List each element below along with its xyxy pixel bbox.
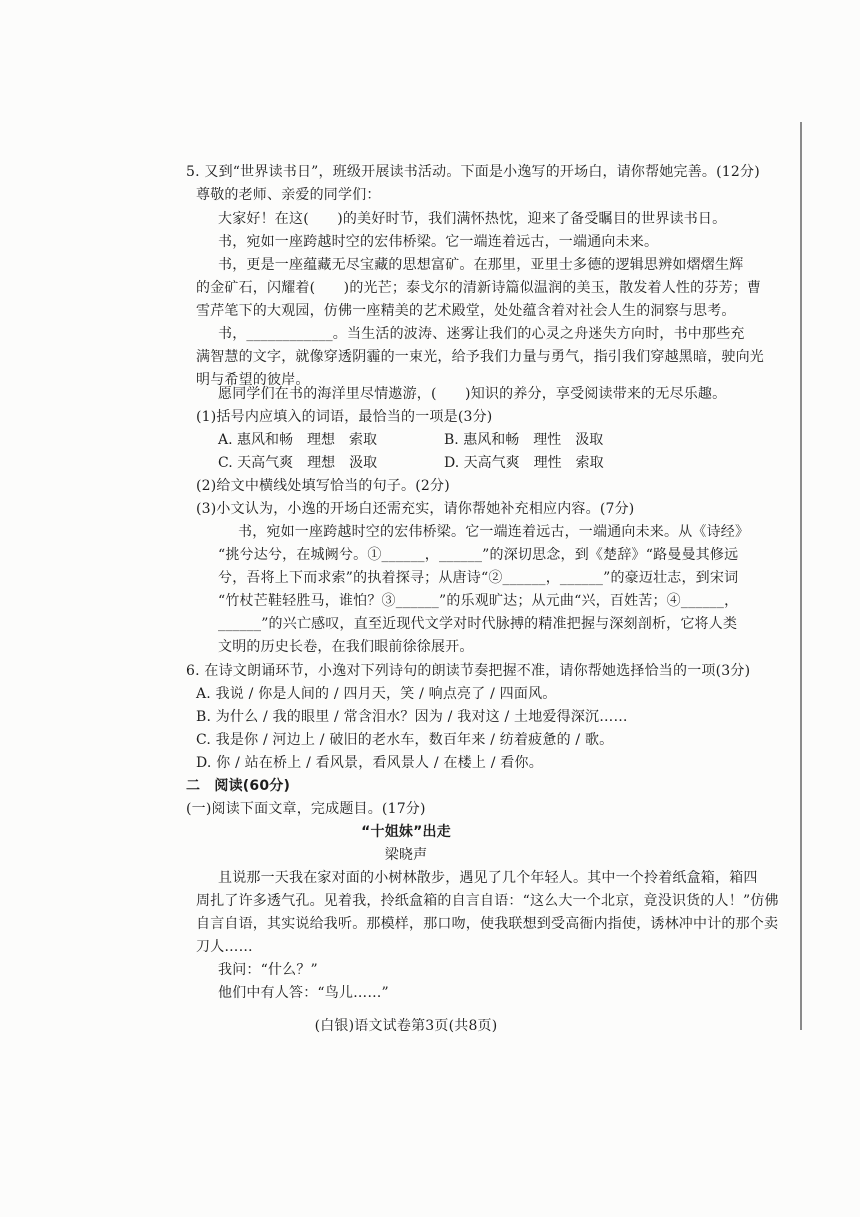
- q5-option-a: A. 惠风和畅 理想 索取: [218, 432, 378, 448]
- article-paragraph-1-line-1: 且说那一天我在家对面的小树林散步，遇见了几个年轻人。其中一个拎着纸盒箱，箱四: [218, 870, 758, 886]
- q5-sub-question-2: (2)给文中横线处填写恰当的句子。(2分): [196, 478, 450, 494]
- article-paragraph-1-line-3: 自言自语，其实说给我听。那模样，那口吻，使我联想到受高衙内指使，诱林冲中计的那个卖: [196, 916, 779, 932]
- q5-sub3-line-1: 书，宛如一座跨越时空的宏伟桥梁。它一端连着远古，一端通向未来。从《诗经》: [238, 524, 750, 540]
- q5-sub-question-3: (3)小文认为，小逸的开场白还需充实，请你帮她补充相应内容。(7分): [196, 501, 635, 517]
- page-binding-edge: [800, 122, 802, 1030]
- q6-title: 6. 在诗文朗诵环节，小逸对下列诗句的朗读节奏把握不准，请你帮她选择恰当的一项(3分): [186, 663, 751, 679]
- q5-sub3-line-3: 兮，吾将上下而求索”的执着探寻；从唐诗“②______，______”的豪迈壮志，到宋词: [218, 570, 739, 586]
- article-paragraph-1-line-4: 刀人……: [196, 939, 253, 955]
- q6-option-d: D. 你 / 站在桥上 / 看风景，看风景人 / 在楼上 / 看你。: [196, 755, 543, 771]
- article-paragraph-3: 他们中有人答：“鸟儿……”: [218, 985, 389, 1001]
- q6-option-b: B. 为什么 / 我的眼里 / 常含泪水？因为 / 我对这 / 土地爱得深沉……: [196, 709, 628, 725]
- q5-paragraph-3-line-2: 的金矿石，闪耀着( )的光芒；泰戈尔的清新诗篇似温润的美玉，散发着人性的芬芳；曹: [196, 280, 762, 296]
- q5-paragraph-2: 书，宛如一座跨越时空的宏伟桥梁。它一端连着远古，一端通向未来。: [218, 234, 659, 250]
- q5-title: 5. 又到“世界读书日”，班级开展读书活动。下面是小逸写的开场白，请你帮她完善。(12分): [186, 164, 760, 180]
- q5-option-d: D. 天高气爽 理性 索取: [444, 455, 604, 471]
- q5-sub3-line-2: “挑兮达兮，在城阙兮。①______，______”的深切思念，到《楚辞》“路曼曼其修远: [218, 547, 739, 563]
- q5-option-c: C. 天高气爽 理想 汲取: [218, 455, 378, 471]
- q5-paragraph-3-line-3: 雪芹笔下的大观园，仿佛一座精美的艺术殿堂，处处蕴含着对社会人生的洞察与思考。: [196, 303, 736, 319]
- article-paragraph-2: 我问：“什么？”: [218, 962, 318, 978]
- q5-paragraph-4-line-2: 满智慧的文字，就像穿透阴霾的一束光，给予我们力量与勇气，指引我们穿越黑暗，驶向光: [196, 349, 764, 365]
- q5-sub3-line-5: ______”的兴亡感叹，直至近现代文学对时代脉搏的精准把握与深刻剖析，它将人类: [218, 616, 738, 632]
- q5-paragraph-1: 大家好！在这( )的美好时节，我们满怀热忱，迎来了备受瞩目的世界读书日。: [218, 211, 727, 227]
- q6-option-a: A. 我说 / 你是人间的 / 四月天，笑 / 响点亮了 / 四面风。: [196, 686, 557, 702]
- q5-sub-question-1: (1)括号内应填入的词语，最恰当的一项是(3分): [196, 409, 493, 425]
- section-2-sub-heading: (一)阅读下面文章，完成题目。(17分): [186, 801, 426, 817]
- q5-sub3-line-6: 文明的历史长卷，在我们眼前徐徐展开。: [218, 639, 474, 655]
- article-paragraph-1-line-2: 周扎了许多透气孔。见着我，拎纸盒箱的自言自语：“这么大一个北京，竟没识货的人！”仿佛: [196, 893, 779, 909]
- section-2-heading: 二 阅读(60分): [186, 778, 291, 794]
- q5-paragraph-3-line-1: 书，更是一座蕴藏无尽宝藏的思想富矿。在那里，亚里士多德的逻辑思辨如熠熠生辉: [218, 257, 744, 273]
- q5-greeting: 尊敬的老师、亲爱的同学们：: [196, 187, 381, 203]
- q6-option-c: C. 我是你 / 河边上 / 破旧的老水车，数百年来 / 纺着疲惫的 / 歌。: [196, 732, 614, 748]
- article-title: “十姐妹”出走: [361, 824, 451, 840]
- q5-option-b: B. 惠风和畅 理性 汲取: [444, 432, 604, 448]
- q5-sub3-line-4: “竹杖芒鞋轻胜马，谁怕？③______”的乐观旷达；从元曲“兴，百姓苦；④______，: [218, 593, 739, 609]
- q5-paragraph-4-line-1: 书，____________。当生活的波涛、迷雾让我们的心灵之舟迷失方向时，书中那些充: [218, 326, 745, 342]
- article-author: 梁晓声: [384, 847, 428, 863]
- q5-paragraph-5: 愿同学们在书的海洋里尽情遨游，( )知识的养分，享受阅读带来的无尽乐趣。: [218, 386, 727, 402]
- page-footer: (白银)语文试卷第3页(共8页): [314, 1018, 498, 1034]
- q5-paragraph-4-line-3: 明与希望的彼岸。: [196, 372, 310, 388]
